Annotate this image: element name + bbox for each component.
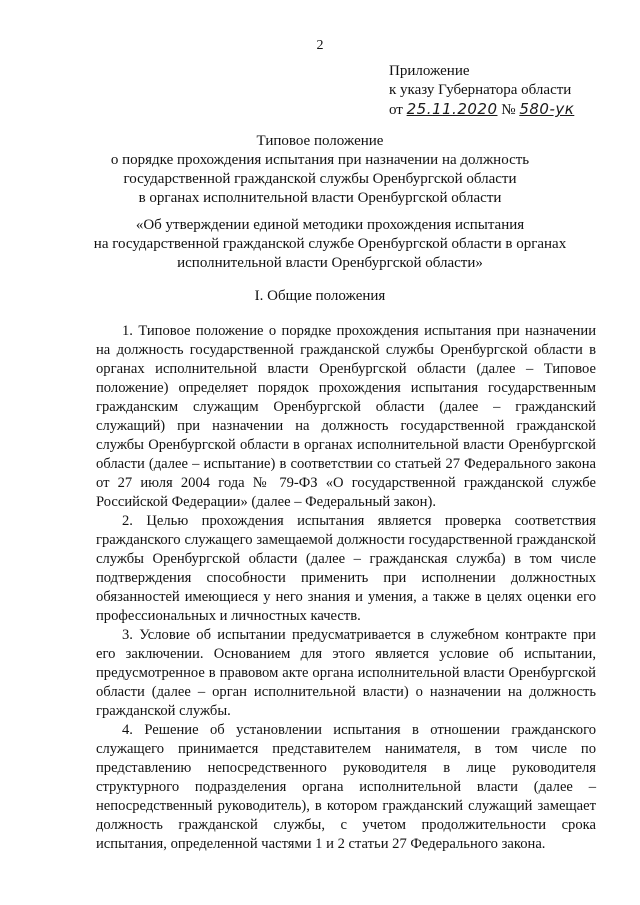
quote-line: «Об утверждении единой методики прохождения испытания [135,217,525,233]
appendix-title: Приложение [389,63,470,79]
paragraph: 1. Типовое положение о порядке прохождения испытания при назначении на должность государственной гражданской службы Оренбургской области в органах исполнительной власти Оренбургской области (далее – Типовое положение) определяет порядок прохождения испытания государственным гражданским служащим Оренбургской области (далее – гражданский служащий) при назначении на должность государственной гражданской службы Оренбургской области в органах исполнительной власти Оренбургской области (далее – испытание) в соответствии со статьей 27 Федерального закона от 27 июля 2004 года № 79-ФЗ «О государственной гражданской службе Российской Федерации» (далее – Федеральный закон). [96,323,596,510]
paragraph: 4. Решение об установлении испытания в отношении гражданского служащего принимается представителем нанимателя, в том числе по представлению непосредственного руководителя в лице руководителя структурного подразделения органа исполнительной власти (далее – непосредственный руководитель), в котором гражданский служащий замещает должность гражданской службы, с учетом продолжительности срока испытания, определенной частями 1 и 2 статьи 27 Федерального закона. [96,722,596,852]
document-title [60,132,580,208]
appendix-block [389,62,574,120]
section-heading: I. Общие положения [254,288,386,304]
appendix-decree-line: к указу Губернатора области [389,82,572,98]
handwritten-date: 25.11.2020 [406,100,498,118]
title-line: в органах исполнительной власти Оренбургской области [138,190,502,206]
number-prefix: № [501,102,516,118]
title-line: Типовое положение [256,133,384,149]
body-text [96,322,596,854]
appendix-date-number-line [389,100,574,120]
page-number: 2 [316,38,324,53]
title-line: государственной гражданской службы Оренбургской области [123,171,517,187]
document-subtitle-quote [60,216,600,273]
handwritten-number: 580-ук [519,100,575,118]
title-line: о порядке прохождения испытания при назначении на должность [110,152,530,168]
quote-line: исполнительной власти Оренбургской области» [177,255,483,271]
quote-line: на государственной гражданской службе Оренбургской области в органах [93,236,567,252]
date-prefix: от [389,102,403,118]
paragraph: 3. Условие об испытании предусматривается в служебном контракте при его заключении. Основанием для этого является условие об испытании, предусмотренное в правовом акте органа исполнительной власти Оренбургской области (далее – орган исполнительной власти) о назначении на должность гражданской службы. [96,627,596,719]
paragraph: 2. Целью прохождения испытания является проверка соответствия гражданского служащего замещаемой должности государственной гражданской службы Оренбургской области (далее – гражданская служба) в том числе подтверждения способности применить при исполнении должностных обязанностей имеющиеся у него знания и умения, а также в целях оценки его профессиональных и личностных качеств. [96,513,596,624]
